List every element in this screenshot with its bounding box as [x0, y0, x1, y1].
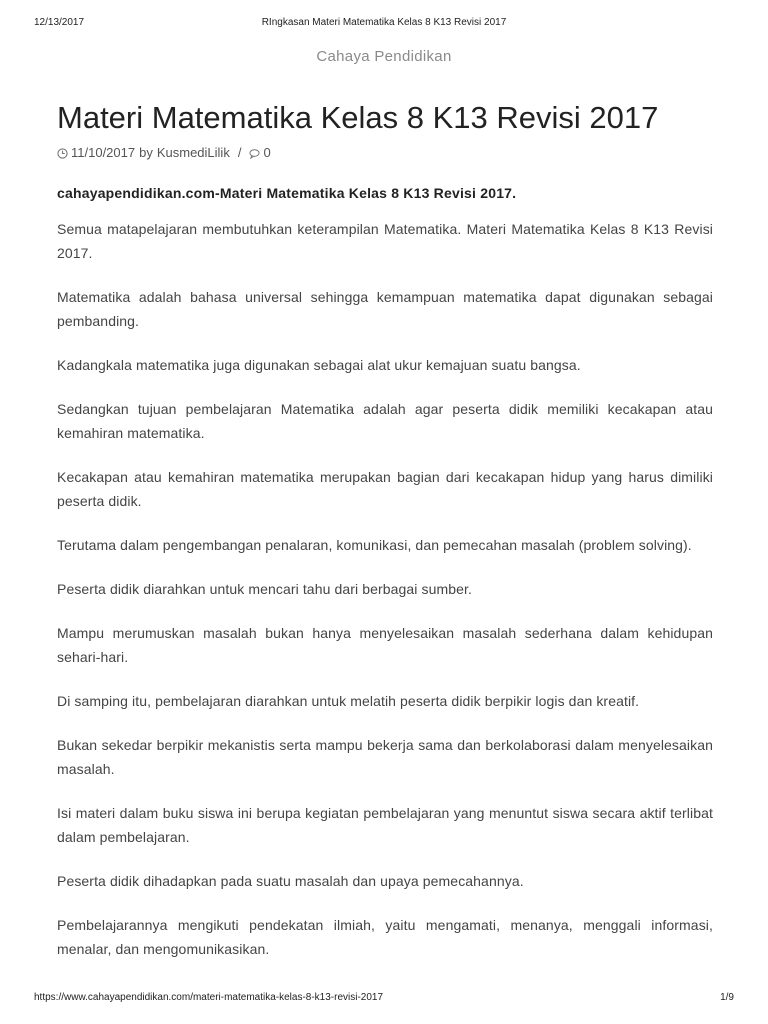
print-date: 12/13/2017: [34, 17, 85, 28]
article-paragraph: Di samping itu, pembelajaran diarahkan untuk melatih peserta didik berpikir logis dan kreatif.: [57, 693, 640, 709]
article-title: Materi Matematika Kelas 8 K13 Revisi 2017: [57, 100, 659, 135]
author-link[interactable]: KusmediLilik: [156, 145, 230, 160]
article-paragraph: Isi materi dalam buku siswa ini berupa kegiatan pembelajaran yang menuntut siswa secara aktif terlibat dalam pembelajaran.: [57, 805, 713, 845]
article-paragraph: Bukan sekedar berpikir mekanistis serta mampu bekerja sama dan berkolaborasi dalam menyelesaikan masalah.: [57, 737, 713, 777]
site-name[interactable]: Cahaya Pendidikan: [316, 48, 452, 65]
comment-icon: [249, 148, 260, 159]
article-lead: cahayapendidikan.com-Materi Matematika Kelas 8 K13 Revisi 2017.: [57, 185, 517, 201]
print-url: https://www.cahayapendidikan.com/materi-matematika-kelas-8-k13-revisi-2017: [34, 992, 384, 1003]
article-paragraph: Matematika adalah bahasa universal sehingga kemampuan matematika dapat digunakan sebagai pembanding.: [57, 289, 713, 329]
clock-icon: [57, 148, 68, 159]
article-paragraph: Pembelajarannya mengikuti pendekatan ilmiah, yaitu mengamati, menanya, menggali informasi, menalar, dan mengomunikasikan.: [57, 917, 713, 957]
article-paragraph: Semua matapelajaran membutuhkan keterampilan Matematika. Materi Matematika Kelas 8 K13 Revisi 2017.: [57, 221, 713, 261]
article-body: [57, 217, 713, 961]
article: [57, 98, 713, 981]
post-date[interactable]: 11/10/2017: [71, 145, 136, 160]
article-paragraph: Peserta didik dihadapkan pada suatu masalah dan upaya pemecahannya.: [57, 873, 524, 889]
article-paragraph: Peserta didik diarahkan untuk mencari tahu dari berbagai sumber.: [57, 581, 472, 597]
article-meta: [57, 144, 713, 162]
meta-separator: /: [237, 145, 242, 160]
by-label: by: [139, 145, 153, 160]
print-header: [34, 17, 734, 31]
article-paragraph: Sedangkan tujuan pembelajaran Matematika adalah agar peserta didik memiliki kecakapan atau kemahiran matematika.: [57, 401, 713, 441]
page-number: 1/9: [720, 992, 734, 1003]
article-paragraph: Kecakapan atau kemahiran matematika merupakan bagian dari kecakapan hidup yang harus dimiliki peserta didik.: [57, 469, 713, 509]
print-title: RIngkasan Materi Matematika Kelas 8 K13 Revisi 2017: [261, 17, 507, 28]
article-paragraph: Kadangkala matematika juga digunakan sebagai alat ukur kemajuan suatu bangsa.: [57, 357, 581, 373]
article-paragraph: Mampu merumuskan masalah bukan hanya menyelesaikan masalah sederhana dalam kehidupan sehari-hari.: [57, 625, 713, 665]
article-paragraph: Terutama dalam pengembangan penalaran, komunikasi, dan pemecahan masalah (problem solving).: [57, 537, 692, 553]
comment-count[interactable]: 0: [263, 145, 271, 160]
print-footer: [34, 992, 734, 1006]
